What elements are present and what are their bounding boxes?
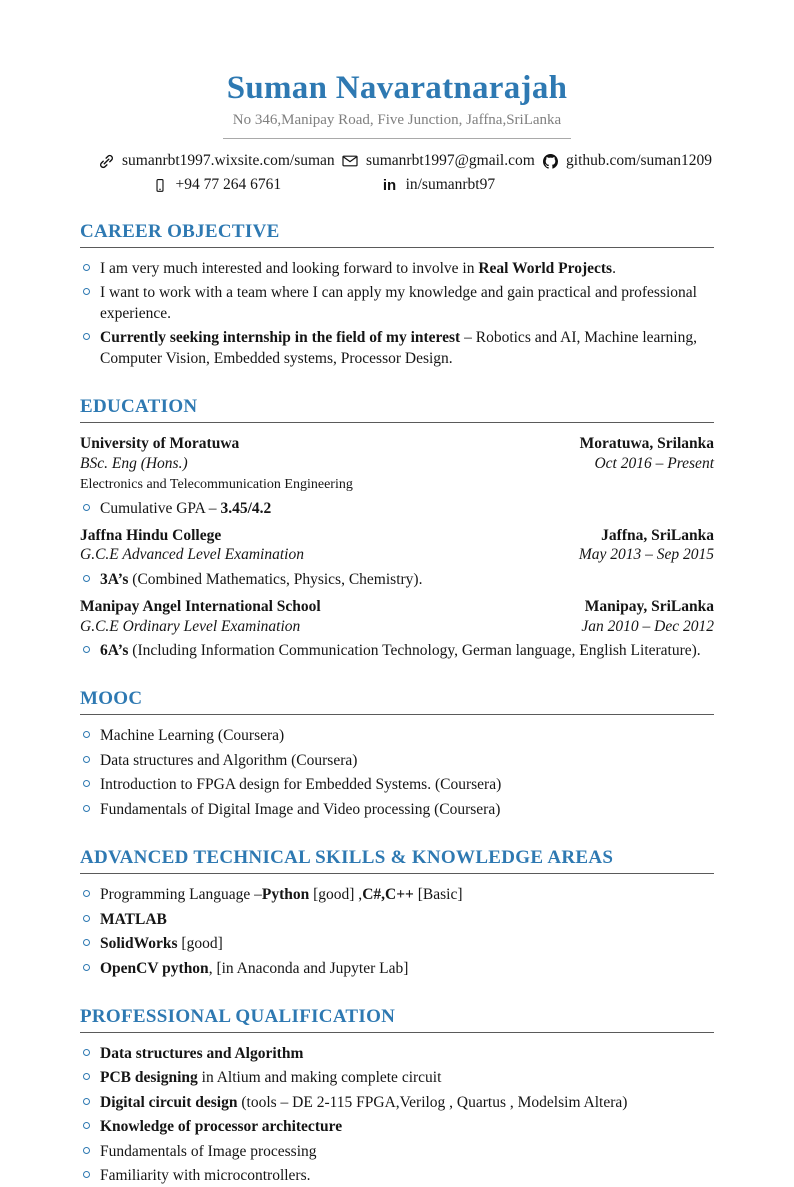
education-entry	[80, 526, 714, 590]
education-entry	[80, 597, 714, 661]
institution-location: Manipay, SriLanka	[584, 598, 714, 616]
professional-qualification-title: PROFESSIONAL QUALIFICATION	[80, 1006, 396, 1027]
bullet-text: Cumulative GPA – 3.45/4.2	[100, 499, 272, 517]
mooc-list	[80, 726, 714, 820]
bullet-icon	[83, 1073, 90, 1080]
bullet-icon	[83, 333, 90, 340]
professional-qualification-rule	[80, 1032, 714, 1033]
link-icon	[98, 153, 114, 169]
bullet-icon	[83, 964, 90, 971]
career-objective-rule	[80, 247, 714, 248]
section-career-objective	[80, 221, 714, 369]
bullet-icon	[83, 1171, 90, 1178]
bullet-text: Data structures and Algorithm	[100, 1045, 304, 1062]
bullet-text: I want to work with a team where I can apply my knowledge and gain practical and professional experience.	[100, 284, 697, 322]
website-text: sumanrbt1997.wixsite.com/suman	[122, 152, 335, 169]
bullet-icon	[83, 288, 90, 295]
list-item	[80, 570, 714, 590]
bullet-text: Digital circuit design (tools – DE 2-115 FPGA,Verilog , Quartus , Modelsim Altera)	[100, 1093, 628, 1111]
github-link[interactable]	[542, 152, 712, 170]
bullet-icon	[83, 1147, 90, 1154]
email-link[interactable]	[342, 152, 535, 170]
list-item	[80, 283, 714, 324]
header-divider	[223, 138, 571, 139]
list-item	[80, 800, 714, 820]
website-link[interactable]	[98, 152, 335, 170]
linkedin-link[interactable]	[382, 176, 496, 194]
bullet-icon	[83, 575, 90, 582]
list-item	[80, 959, 714, 979]
contact-spacer	[542, 176, 712, 194]
list-item	[80, 1093, 714, 1113]
bullet-icon	[83, 915, 90, 922]
bullet-text: Currently seeking internship in the field of my interest – Robotics and AI, Machine learning, Computer Vision, Embedded systems, Processor Design.	[100, 329, 697, 367]
list-item	[80, 726, 714, 746]
person-name: Suman Navaratnarajah	[226, 70, 568, 106]
bullet-icon	[83, 1049, 90, 1056]
list-item	[80, 751, 714, 771]
bullet-text: SolidWorks [good]	[100, 935, 223, 953]
mooc-title: MOOC	[80, 688, 143, 710]
header	[80, 70, 714, 139]
education-entry-subheader	[80, 545, 714, 564]
contact-block	[80, 152, 714, 194]
linkedin-icon	[382, 177, 398, 193]
bullet-icon	[83, 1098, 90, 1105]
bullet-icon	[83, 890, 90, 897]
bullet-text: PCB designing in Altium and making complete circuit	[100, 1069, 442, 1087]
bullet-text: Machine Learning (Coursera)	[100, 727, 285, 745]
list-item	[80, 1117, 714, 1137]
bullet-icon	[83, 264, 90, 271]
education-title: EDUCATION	[80, 396, 198, 418]
education-entry-header	[80, 526, 714, 545]
github-icon	[542, 153, 558, 169]
career-objective-title: CAREER OBJECTIVE	[80, 221, 280, 242]
degree-detail: Electronics and Telecommunication Engineering	[80, 477, 353, 493]
career-objective-list	[80, 259, 714, 369]
bullet-text: 3A’s (Combined Mathematics, Physics, Chemistry).	[100, 570, 423, 588]
list-item	[80, 499, 714, 519]
section-mooc	[80, 688, 714, 820]
bullet-icon	[83, 646, 90, 653]
institution-name: University of Moratuwa	[80, 435, 240, 453]
bullet-text: MATLAB	[100, 910, 167, 928]
bullet-text: Familiarity with microcontrollers.	[100, 1167, 311, 1185]
bullet-text: 6A’s (Including Information Communication Technology, German language, English Literature).	[100, 641, 701, 659]
education-rule	[80, 422, 714, 423]
bullet-text: Introduction to FPGA design for Embedded Systems. (Coursera)	[100, 776, 502, 794]
bullet-icon	[83, 756, 90, 763]
github-text: github.com/suman1209	[566, 152, 712, 169]
degree-name: G.C.E Advanced Level Examination	[80, 546, 304, 564]
skills-list	[80, 885, 714, 979]
skills-title: ADVANCED TECHNICAL SKILLS & KNOWLEDGE AREAS	[80, 847, 614, 869]
list-item	[80, 934, 714, 954]
bullet-text: Fundamentals of Digital Image and Video processing (Coursera)	[100, 800, 501, 818]
education-entry-subheader	[80, 454, 714, 473]
list-item	[80, 1044, 714, 1064]
list-item	[80, 328, 714, 369]
education-entry-header	[80, 434, 714, 453]
bullet-text: Knowledge of processor architecture	[100, 1118, 343, 1136]
mobile-phone-icon	[152, 177, 168, 193]
education-entry-header	[80, 597, 714, 616]
section-skills	[80, 847, 714, 979]
phone-text: +94 77 264 6761	[175, 176, 282, 193]
list-item	[80, 259, 714, 279]
address-line: No 346,Manipay Road, Five Junction, Jaffna,SriLanka	[232, 112, 562, 128]
bullet-text: Programming Language –Python [good] ,C#,C++ [Basic]	[100, 886, 463, 904]
degree-name: G.C.E Ordinary Level Examination	[80, 617, 301, 635]
list-item	[80, 775, 714, 795]
mooc-rule	[80, 714, 714, 715]
institution-location: Moratuwa, Srilanka	[579, 435, 714, 453]
bullet-icon	[83, 1122, 90, 1129]
list-item	[80, 1166, 714, 1186]
list-item	[80, 1068, 714, 1088]
institution-name: Jaffna Hindu College	[80, 526, 222, 544]
bullet-text: Fundamentals of Image processing	[100, 1142, 317, 1160]
list-item	[80, 885, 714, 905]
envelope-icon	[342, 153, 358, 169]
linkedin-glyph: in	[382, 176, 397, 194]
degree-name: BSc. Eng (Hons.)	[80, 454, 188, 472]
study-period: May 2013 – Sep 2015	[578, 546, 714, 564]
skills-rule	[80, 873, 714, 874]
education-entry	[80, 434, 714, 519]
section-education	[80, 396, 714, 661]
linkedin-text: in/sumanrbt97	[405, 176, 496, 193]
section-professional-qualification	[80, 1006, 714, 1187]
bullet-icon	[83, 731, 90, 738]
list-item	[80, 910, 714, 930]
bullet-icon	[83, 939, 90, 946]
phone-link[interactable]	[152, 176, 282, 194]
professional-qualification-list	[80, 1044, 714, 1187]
bullet-text: OpenCV python, [in Anaconda and Jupyter Lab]	[100, 959, 409, 977]
institution-location: Jaffna, SriLanka	[601, 526, 714, 544]
bullet-icon	[83, 805, 90, 812]
study-period: Jan 2010 – Dec 2012	[581, 617, 714, 635]
email-text: sumanrbt1997@gmail.com	[365, 152, 535, 169]
bullet-icon	[83, 780, 90, 787]
institution-name: Manipay Angel International School	[80, 598, 321, 616]
bullet-icon	[83, 504, 90, 511]
list-item	[80, 1142, 714, 1162]
study-period: Oct 2016 – Present	[594, 454, 714, 472]
bullet-text: I am very much interested and looking forward to involve in Real World Projects.	[100, 260, 616, 277]
list-item	[80, 641, 714, 661]
bullet-text: Data structures and Algorithm (Coursera)	[100, 751, 358, 769]
education-entry-subheader	[80, 617, 714, 636]
